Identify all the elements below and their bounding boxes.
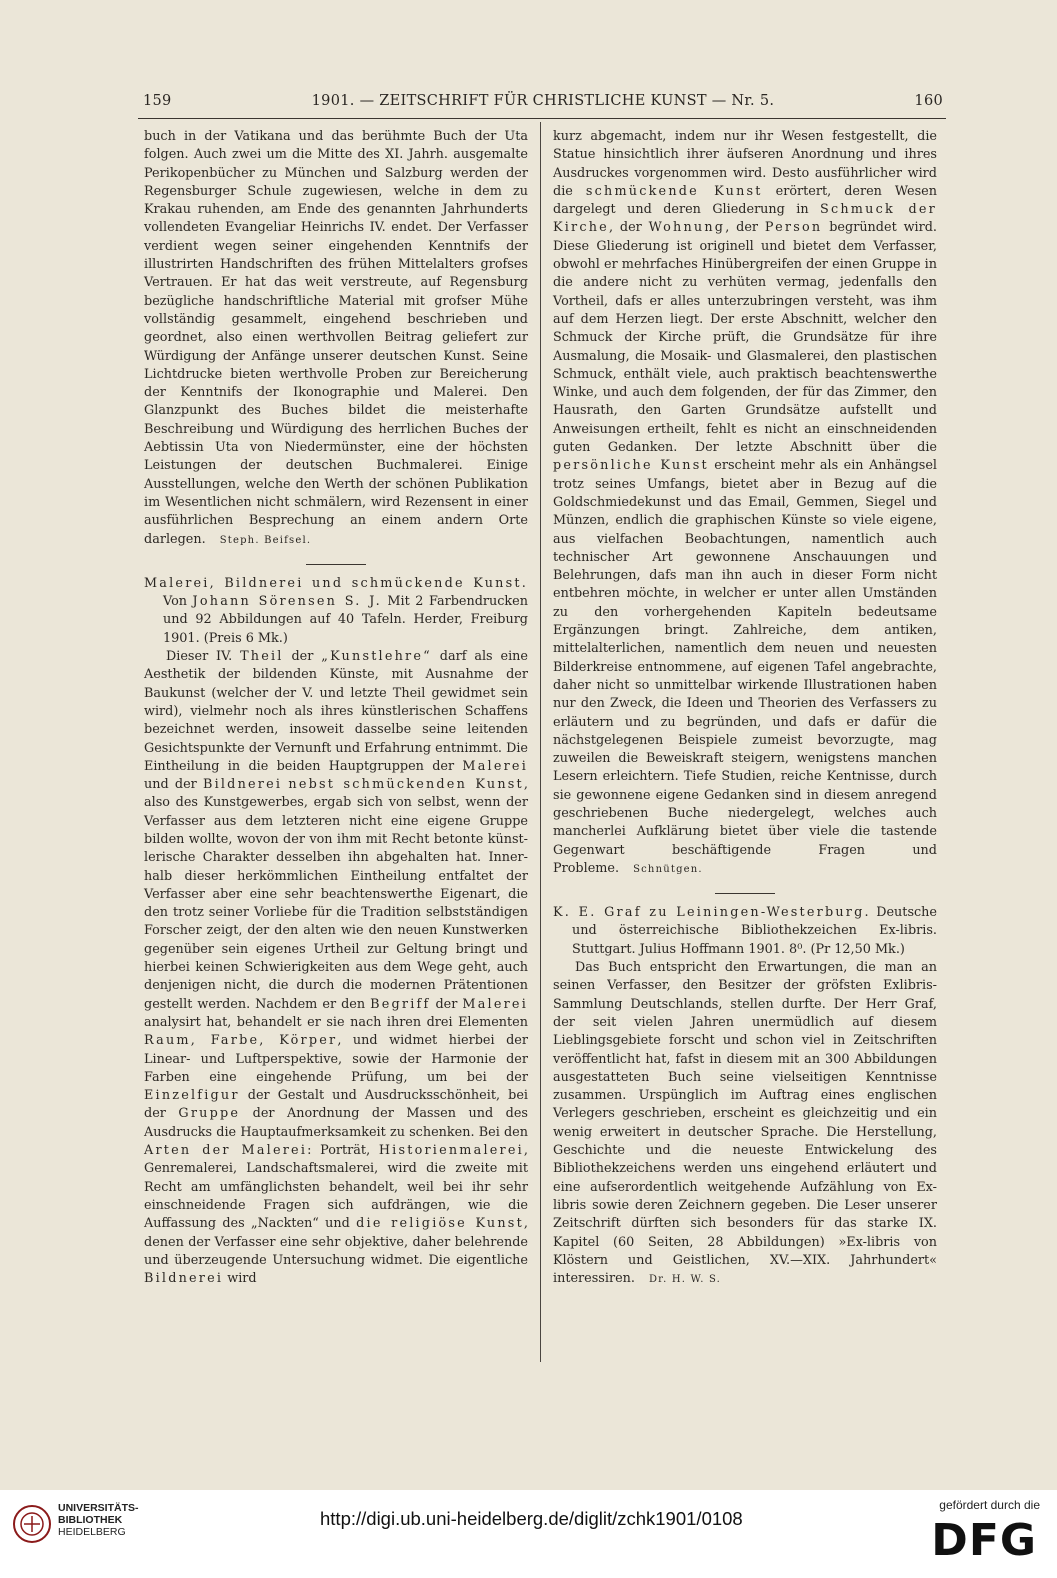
signature-hws: Dr. H. W. S. bbox=[648, 1274, 722, 1286]
review3-body: Das Buch entspricht den Erwartungen, die man an seinen Verfasser, den Besitzer der gröfsten Exlibris-Sammlung Deutschlands, stellen durfte. Der Herr Graf, der seit vielen Jahren unermüdlich auf diesem Lieblingsgebiete forscht und schon viel in Zeitschriften veröffentlicht hat, fafst in diesem mit an 300 Abbildungen ausgestatteten Buch seine vielseitigen Kenntnisse zusammen. Urspünglich im Auftrag eines englischen Verlegers geschrieben, erscheint es gleichzeitig und ein wenig erweitert in deutscher Sprache. Die Herstellung, Geschichte und die neueste Entwickelung des Bibliothekzeichens werden uns eingehend erläutert und eine aufserordentlich weitgehende Aufzählung von Ex-libris sowie deren Zeichnern gegeben. Die Leser unserer Zeitschrift dürften sich besonders für das starke IX. Kapitel (60 Seiten, 28 Abbildungen) »Ex-libris von Klöstern und Geistlichen, XV.—XIX. Jahrhundert« interessiren. Dr. H. W. S. bbox=[553, 960, 937, 1287]
review2-body: Dieser IV. Theil der „Kunstlehre“ darf als eine Aesthetik der bildenden Künste, mit Ausnahme der Baukunst (welcher der V. und letzte Theil gewidmet sein wird), vielmehr noch als ihres künstlerischen Schaffens bezeichnet werden, insoweit dasselbe seine leitenden Gesichtspunkte der Vernunft und Erfahrung entnimmt. Die Eintheilung in die beiden Hauptgruppen der Malerei und der Bildnerei nebst schmückenden Kunst, also des Kunstgewerbes, ergab sich von selbst, wenn der Verfasser aus dem letzteren nicht eine eigene Gruppe bilden wollte, wovon der von ihm mit Recht betonte künstlerische Charakter desselben ihn abgehalten hat. Innerhalb dieser herkömmlichen Eintheilung entfaltet der Verfasser aber eine sehr beachtenswerthe Eigenart, die den trotz seiner Vorliebe für die Tradition selbstständigen Forscher zeigt, der den alten wie den neuen Kunstwerken gegenüber sein eigenes Urtheil zur Geltung bringt und hierbei keinen Schwierigkeiten aus dem Wege geht, auch denjenigen nicht, die durch die modernen Prätentionen gestellt werden. Nachdem er den Begriff der Malerei analysirt hat, behandelt er sie nach ihren drei Elementen Raum, Farbe, Körper, und widmet hierbei der Linear- und Luftperspektive, sowie der Harmonie der Farben eine eingehende Prüfung, um bei der Einzelfigur der Gestalt und Ausdrucksschönheit, bei der Gruppe der Anordnung der Massen und des Ausdrucks die Hauptaufmerksamkeit zu schenken. Bei den Arten der Malerei: Porträt, Historienmalerei, Genremalerei, Landschaftsmalerei, wird die zweite mit Recht am umfänglichsten behandelt, weil bei ihr sehr einschneidende Fragen sich aufdrängen, wie die Auffassung des „Nackten“ und die religiöse Kunst, denen der Verfasser eine sehr objektive, daher belehrende und überzeugende Untersuchung widmet. Die eigentliche Bildnerei wird bbox=[144, 649, 528, 1287]
funding-caption: gefördert durch die bbox=[939, 1498, 1040, 1512]
section-rule bbox=[715, 893, 775, 894]
page-number-right: 160 bbox=[914, 93, 943, 109]
header-rule bbox=[138, 118, 946, 119]
review2-title: Malerei, Bildnerei und schmückende Kunst. bbox=[144, 575, 528, 591]
review3-heading: K. E. Graf zu Leiningen-Westerburg. Deutsche und österreichische Bibliothekzeichen Ex-libris. Stuttgart. Julius Hoffmann 1901. 8⁰. (Pr 12,50 Mk.) bbox=[553, 905, 937, 957]
column-divider bbox=[540, 122, 541, 1362]
signature-schnuetgen: Schnütgen. bbox=[633, 863, 703, 875]
signature-beissel: Steph. Beifsel. bbox=[219, 534, 312, 546]
page-number-left: 159 bbox=[143, 93, 172, 109]
review3-author: K. E. Graf zu Leiningen-Westerburg. bbox=[553, 905, 871, 921]
dfg-logo: DFG bbox=[931, 1515, 1037, 1566]
journal-title: 1901. — ZEITSCHRIFT FÜR CHRISTLICHE KUNST — Nr. 5. bbox=[311, 93, 775, 109]
section-rule bbox=[306, 564, 366, 565]
review2-heading: Malerei, Bildnerei und schmückende Kunst. Von Johann Sörensen S. J. Mit 2 Farbendrucken und 92 Abbildungen auf 40 Tafeln. Herder, Freiburg 1901. (Preis 6 Mk.) bbox=[144, 575, 528, 646]
university-library-seal-icon bbox=[12, 1502, 52, 1546]
document-url-link[interactable]: http://digi.ub.uni-heidelberg.de/diglit/zchk1901/0108 bbox=[320, 1508, 743, 1529]
left-column bbox=[144, 128, 528, 1288]
review1-conclusion: buch in der Vatikana und das berühmte Buch der Uta folgen. Auch zwei um die Mitte des XI. Jahrh. ausgemalte Perikopenbücher zu München und Salzburg werden der Regensburger Schule zugewiesen, welche in dem zu Krakau ruhenden, am Ende des genannten Jahrhunderts vollendeten Evangeliar Heinrichs IV. endet. Der Verfasser verdient wegen seiner eingehenden Kenntnifs der illustrirten Handschriften des frühen Mittelalters grofses Vertrauen. Er hat das weit verstreute, auf Regensburg bezügliche handschriftliche Material mit grofser Mühe vollständig gesammelt, eingehend beschrieben und geordnet, also einen werthvollen Beitrag geliefert zur Würdigung der Anfänge unserer deutschen Kunst. Seine Lichtdrucke bieten werthvolle Proben zur Bereicherung der Kenntnifs der Ikonographie und Malerei. Den Glanzpunkt des Buches bildet die meisterhafte Beschreibung und Würdigung des herrlichen Buches der Aebtissin Uta von Niedermünster, eine der höchsten Leistungen der deutschen Buchmalerei. Einige Ausstellungen, welche den Werth der schönen Publikation im Wesentlichen nicht schmälern, wird Rezensent in einer ausführlichen Besprechung an einem andern Orte darlegen. Steph. Beifsel. bbox=[144, 129, 528, 547]
review2-author: Johann Sörensen S. J. bbox=[192, 594, 382, 610]
library-name: UNIVERSITÄTS- BIBLIOTHEK HEIDELBERG bbox=[58, 1502, 139, 1538]
running-header bbox=[143, 93, 943, 115]
right-column bbox=[553, 128, 937, 1289]
review2-continuation: kurz abgemacht, indem nur ihr Wesen festgestellt, die Statue hinsichtlich ihrer äufseren Anordnung und ihres Ausdruckes vorgenommen wird. Desto ausführlicher wird die schmückende Kunst erörtert, deren Wesen dargelegt und deren Gliederung in Schmuck der Kirche, der Wohnung, der Person begründet wird. Diese Gliederung ist originell und bietet dem Verfasser, obwohl er mehrfaches Hinübergreifen der einen Gruppe in die andere nicht zu verhüten vermag, jedenfalls den Vortheil, dafs er alles unterzubringen versteht, was ihm auf dem Herzen liegt. Der erste Abschnitt, welcher den Schmuck der Kirche prüft, die Grundsätze für ihre Ausmalung, die Mosaik- und Glasmalerei, den plastischen Schmuck, enthält viele, auch praktisch beachtenswerthe Winke, und auch dem folgenden, der für das Zimmer, den Hausrath, den Garten Grundsätze aufstellt und Anweisungen ertheilt, fehlt es nicht an einschneidenden guten Gedanken. Der letzte Abschnitt über die persönliche Kunst erscheint mehr als ein Anhängsel trotz seines Umfangs, bietet aber in Bezug auf die Goldschmiedekunst und das Email, Gemmen, Siegel und Münzen, endlich die graphischen Künste so viele eigene, aus vielfachen Beobachtungen, namentlich auch technischer Art gewonnene Anschauungen und Belehrungen, dafs man ihn auch in dieser Form nicht entbehren möchte, in welcher er unter allen Umständen zu den vorhergehenden Kapiteln bedeutsame Ergänzungen bringt. Zahlreiche, dem antiken, mittelalterlichen, namentlich dem neuen und neuesten Bilderkreise entnommene, auf eigenen Tafel angebrachte, daher nicht so unmittelbar wirkende Illustrationen haben nur den Zweck, die Ideen und Theorien des Verfassers zu erläutern und zu begründen, und dafs er dafür die nächstgelegenen Beispiele zumeist bevorzugte, mag zuweilen die Beweiskraft steigern, wenigstens manchen Lesern erleichtern. Tiefe Studien, reiche Kentnisse, durch sie gewonnene eigene Gedanken sind in diesem anregend geschriebenen Buche niedergelegt, welches auch mancherlei Aufklärung bietet über viele die tastende Gegenwart beschäftigende Fragen und Probleme. Schnütgen. bbox=[553, 129, 938, 876]
digitization-footer bbox=[0, 1490, 1057, 1578]
